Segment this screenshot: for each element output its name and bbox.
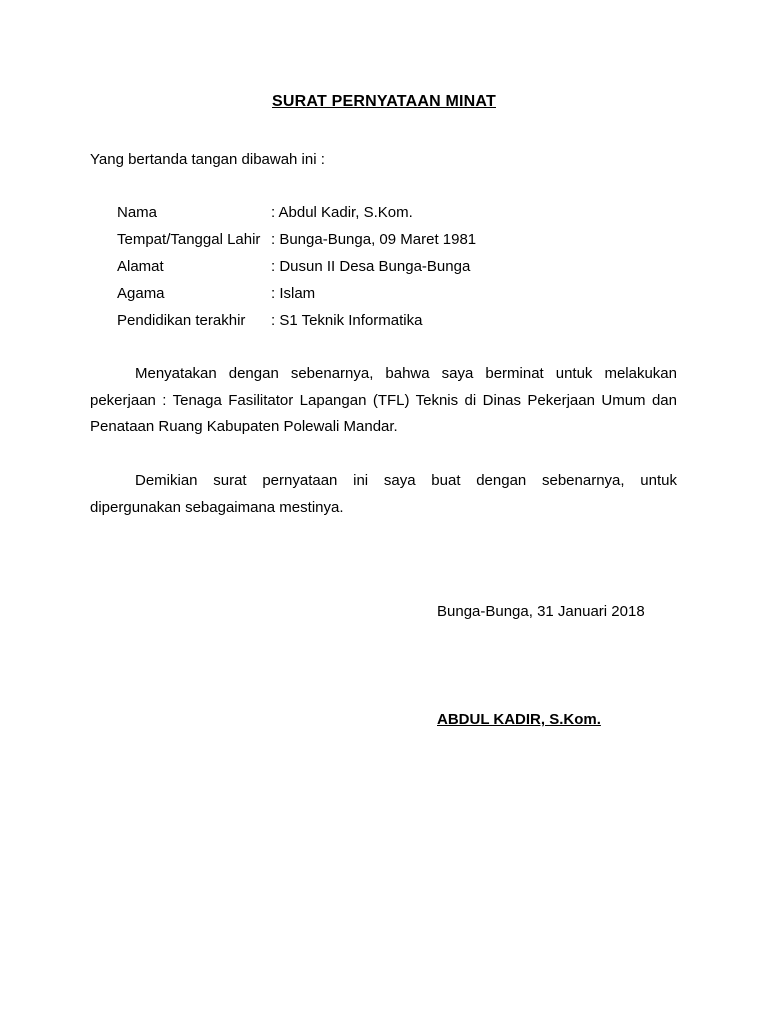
identity-label: Pendidikan terakhir: [117, 312, 246, 329]
statement-paragraph: [90, 361, 677, 441]
identity-label: Tempat/Tanggal Lahir: [117, 231, 261, 248]
closing-paragraph: [90, 468, 677, 521]
identity-value: : Islam: [271, 285, 316, 302]
identity-row-alamat: [117, 255, 476, 282]
identity-label: Alamat: [117, 258, 164, 275]
closing-text: Demikian surat pernyataan ini saya buat dengan sebenarnya, untuk dipergunakan sebagaimana mestinya.: [90, 472, 677, 516]
identity-row-tempat-tanggal-lahir: [117, 228, 476, 255]
letter-title: SURAT PERNYATAAN MINAT: [272, 93, 496, 110]
identity-label: Agama: [117, 285, 165, 302]
identity-value: : Bunga-Bunga, 09 Maret 1981: [271, 231, 477, 248]
identity-value: : Abdul Kadir, S.Kom.: [271, 204, 413, 221]
statement-text: Menyatakan dengan sebenarnya, bahwa saya berminat untuk melakukan pekerjaan : Tenaga Fasilitator Lapangan (TFL) Teknis di Dinas Pekerjaan Umum dan Penataan Ruang Kabupaten Polewali Mandar.: [90, 365, 677, 435]
signer-name: ABDUL KADIR, S.Kom.: [437, 711, 601, 728]
identity-row-nama: [117, 201, 476, 228]
identity-value: : Dusun II Desa Bunga-Bunga: [271, 258, 471, 275]
intro-text: Yang bertanda tangan dibawah ini :: [90, 151, 325, 168]
identity-block: [117, 201, 476, 336]
identity-value: : S1 Teknik Informatika: [271, 312, 423, 329]
identity-label: Nama: [117, 204, 158, 221]
place-date: Bunga-Bunga, 31 Januari 2018: [437, 603, 645, 620]
identity-row-agama: [117, 282, 476, 309]
identity-row-pendidikan: [117, 309, 476, 336]
